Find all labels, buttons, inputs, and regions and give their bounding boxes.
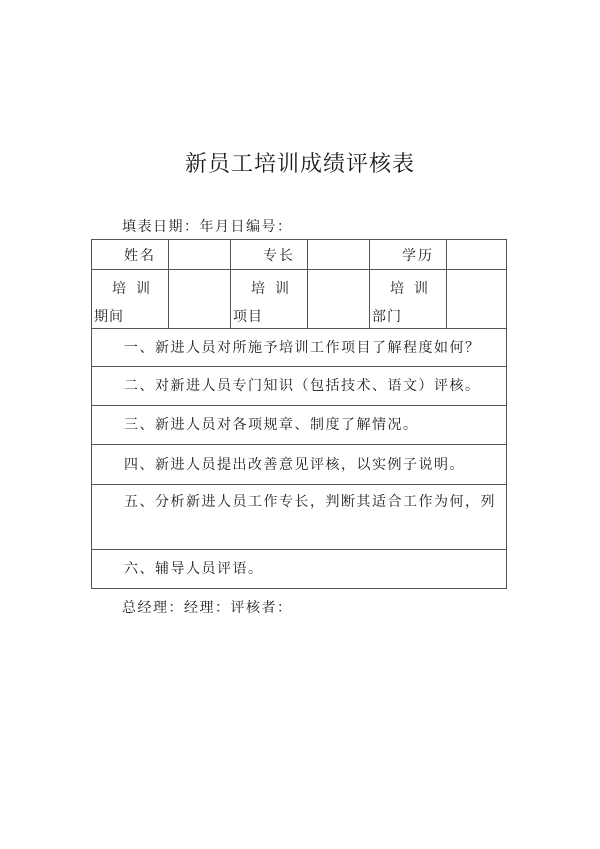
question-5[interactable]: 五、分析新进人员工作专长，判断其适合工作为何，列 [92, 485, 507, 550]
question-4[interactable]: 四、新进人员提出改善意见评核，以实例子说明。 [92, 445, 507, 485]
education-value-cell[interactable] [447, 240, 507, 270]
training-project-label-bottom: 项目 [233, 309, 263, 325]
training-dept-label-top: 培训 [390, 281, 438, 297]
training-period-value-cell[interactable] [169, 270, 231, 329]
training-period-label-bottom: 期间 [94, 309, 124, 325]
page-title: 新员工培训成绩评核表 [184, 152, 415, 177]
training-project-label-cell [231, 270, 308, 329]
question-row [92, 406, 507, 445]
fill-date-number-line: 填表日期：年月日编号： [122, 219, 293, 235]
training-row [92, 270, 507, 329]
specialty-value-cell[interactable] [308, 240, 370, 270]
training-dept-value-cell[interactable] [447, 270, 507, 329]
question-2[interactable]: 二、对新进人员专门知识（包括技术、语文）评核。 [92, 367, 507, 406]
training-period-label-top: 培训 [112, 281, 160, 297]
signature-line: 总经理：经理：评核者： [122, 600, 293, 616]
question-row [92, 485, 507, 550]
name-label: 姓名 [92, 240, 169, 270]
training-period-label-cell [92, 270, 169, 329]
question-row [92, 367, 507, 406]
question-1[interactable]: 一、新进人员对所施予培训工作项目了解程度如何？ [92, 329, 507, 367]
question-row [92, 550, 507, 589]
question-row [92, 445, 507, 485]
training-dept-label-bottom: 部门 [372, 309, 402, 325]
question-3[interactable]: 三、新进人员对各项规章、制度了解情况。 [92, 406, 507, 445]
name-value-cell[interactable] [169, 240, 231, 270]
evaluation-table [91, 239, 507, 589]
question-row [92, 329, 507, 367]
training-dept-label-cell [370, 270, 447, 329]
specialty-label: 专长 [231, 240, 308, 270]
training-project-value-cell[interactable] [308, 270, 370, 329]
question-6[interactable]: 六、辅导人员评语。 [92, 550, 507, 589]
education-label: 学历 [370, 240, 447, 270]
info-row [92, 240, 507, 270]
training-project-label-top: 培训 [251, 281, 299, 297]
